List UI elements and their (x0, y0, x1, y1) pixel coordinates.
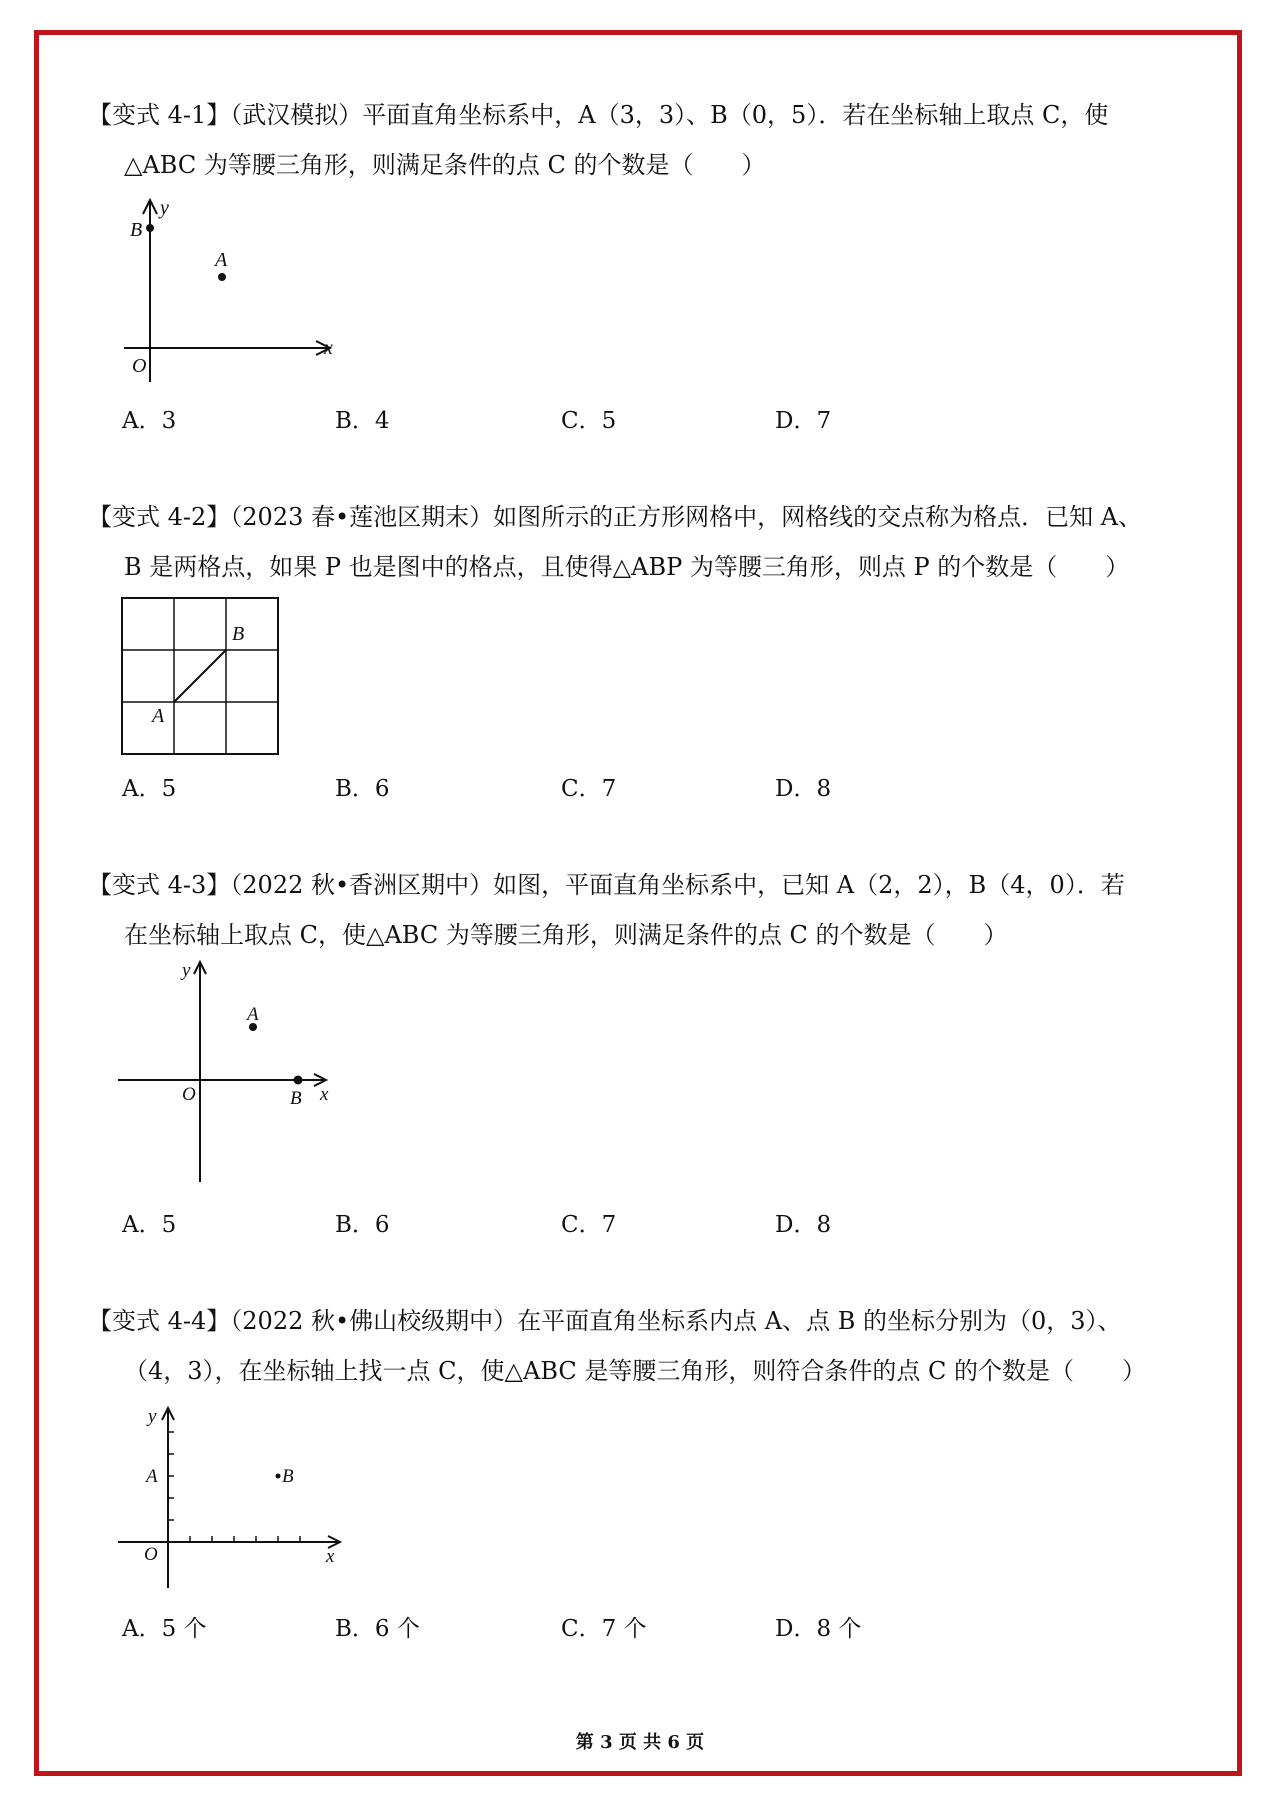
label-B: B (232, 623, 245, 645)
label-A: A (146, 1466, 158, 1487)
label-y: y (148, 1406, 157, 1427)
label-y: y (182, 960, 191, 981)
option-c[interactable]: C．7 (561, 776, 617, 802)
label-A: A (152, 705, 165, 727)
label-B: B (290, 1088, 302, 1109)
grid-figure-4-2 (120, 596, 284, 760)
coordinate-figure-4-4 (114, 1402, 354, 1592)
question-line-1: 【变式 4-4】（2022 秋•佛山校级期中）在平面直角坐标系内点 A、点 B 的坐标分别为（0，3）、 (88, 1307, 1122, 1335)
coordinate-figure-4-1 (112, 192, 342, 392)
question-line-1: 【变式 4-3】（2022 秋•香洲区期中）如图，平面直角坐标系中，已知 A（2，2），B（4，0）．若 (88, 871, 1125, 899)
label-B: B (282, 1466, 294, 1487)
page-number: 第 3 页 共 6 页 (575, 1732, 705, 1753)
label-A: A (247, 1004, 259, 1025)
question-line-2: △ABC 为等腰三角形，则满足条件的点 C 的个数是（ ） (124, 151, 766, 179)
question-line-1: 【变式 4-1】（武汉模拟）平面直角坐标系中，A（3，3）、B（0，5）．若在坐标轴上取点 C，使 (88, 101, 1109, 129)
question-line-1: 【变式 4-2】（2023 春•莲池区期末）如图所示的正方形网格中，网格线的交点称为格点．已知 A、 (88, 503, 1143, 531)
question-text (88, 1296, 1198, 1396)
label-B: B (130, 219, 143, 241)
option-b[interactable]: B．4 (335, 408, 390, 434)
option-a[interactable]: A．5 个 (122, 1616, 207, 1642)
question-line-2: （4，3），在坐标轴上找一点 C，使△ABC 是等腰三角形，则符合条件的点 C 的个数是（ ） (124, 1357, 1147, 1385)
label-y: y (160, 197, 169, 219)
option-c[interactable]: C．7 个 (561, 1616, 647, 1642)
option-a[interactable]: A．3 (122, 408, 177, 434)
option-b[interactable]: B．6 (335, 1212, 390, 1238)
question-line-2: B 是两格点，如果 P 也是图中的格点，且使得△ABP 为等腰三角形，则点 P 的个数是（ ） (124, 553, 1130, 581)
label-x: x (324, 337, 333, 359)
option-b[interactable]: B．6 个 (335, 1616, 420, 1642)
problem-4-1 (88, 90, 1198, 190)
option-d[interactable]: D．8 (775, 1212, 832, 1238)
option-b[interactable]: B．6 (335, 776, 390, 802)
question-text (88, 492, 1198, 592)
question-line-2: 在坐标轴上取点 C，使△ABC 为等腰三角形，则满足条件的点 C 的个数是（ ） (124, 921, 1008, 949)
question-text (88, 90, 1198, 190)
option-d[interactable]: D．8 个 (775, 1616, 862, 1642)
label-O: O (182, 1084, 196, 1105)
label-A: A (215, 249, 228, 271)
option-d[interactable]: D．8 (775, 776, 832, 802)
question-text (88, 860, 1198, 960)
option-d[interactable]: D．7 (775, 408, 832, 434)
option-a[interactable]: A．5 (122, 776, 177, 802)
label-x: x (326, 1546, 335, 1567)
option-c[interactable]: C．5 (561, 408, 617, 434)
label-O: O (132, 355, 147, 377)
problem-4-3 (88, 860, 1198, 960)
label-x: x (320, 1084, 329, 1105)
label-O: O (144, 1544, 158, 1565)
option-c[interactable]: C．7 (561, 1212, 617, 1238)
coordinate-figure-4-3 (114, 956, 344, 1186)
problem-4-4 (88, 1296, 1198, 1396)
option-a[interactable]: A．5 (122, 1212, 177, 1238)
problem-4-2 (88, 492, 1198, 592)
